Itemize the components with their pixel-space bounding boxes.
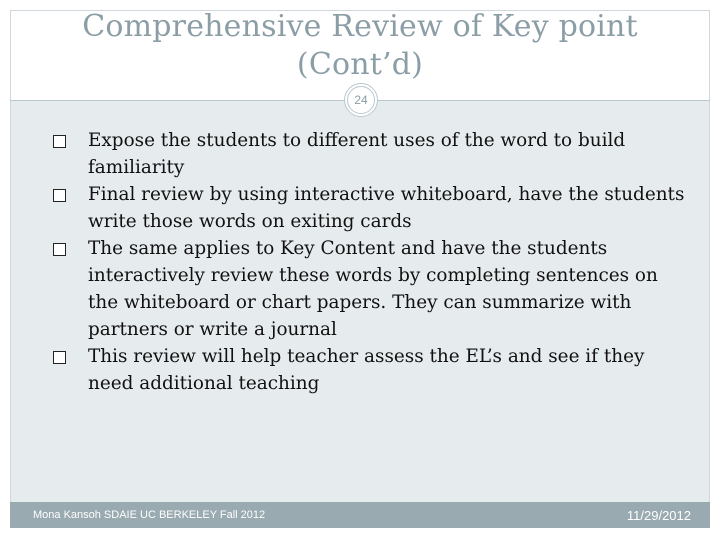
bullet-text: This review will help teacher assess the EL’s and see if they need additional teaching xyxy=(88,346,645,394)
bullet-list xyxy=(50,127,690,397)
bullet-text: Expose the students to different uses of the word to build familiarity xyxy=(88,130,626,178)
square-bullet-icon xyxy=(53,135,66,148)
square-bullet-icon xyxy=(53,243,66,256)
bullet-item xyxy=(50,181,690,235)
bullet-text: The same applies to Key Content and have the students interactively review these words by completing sentences on the whiteboard or chart papers. They can summarize with partners or write a journal xyxy=(88,238,658,340)
bullet-text: Final review by using interactive whiteboard, have the students write those words on exiting cards xyxy=(88,184,685,232)
square-bullet-icon xyxy=(53,351,66,364)
page-number-badge xyxy=(344,83,378,117)
footer-date: 11/29/2012 xyxy=(626,508,691,523)
page-number: 24 xyxy=(347,86,375,114)
footer-author-course: Mona Kansoh SDAIE UC BERKELEY Fall 2012 xyxy=(33,509,266,521)
slide-title: Comprehensive Review of Key point (Cont’d) xyxy=(82,9,638,82)
bullet-item xyxy=(50,127,690,181)
square-bullet-icon xyxy=(53,189,66,202)
bullet-item xyxy=(50,235,690,343)
bullet-item xyxy=(50,343,690,397)
